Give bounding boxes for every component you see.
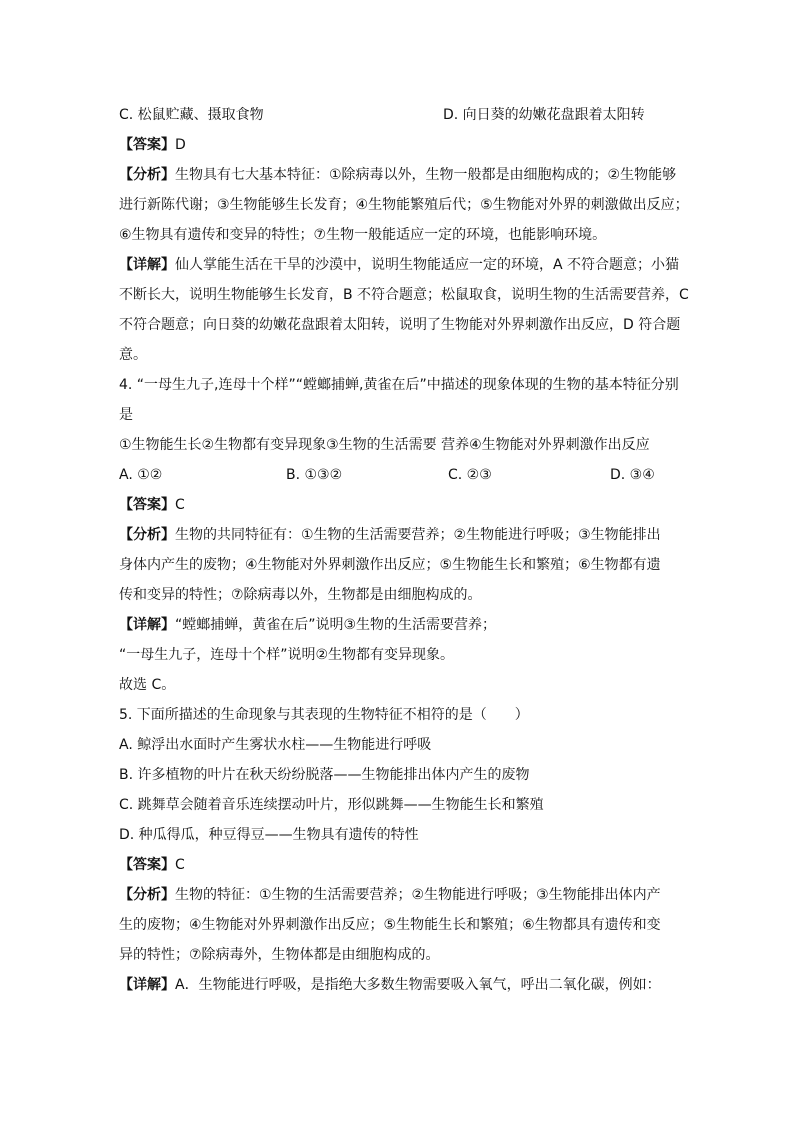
answer-tag: 【答案】: [119, 137, 175, 153]
q3-analysis-line-3: ⑥生物具有遗传和变异的特性；⑦生物一般能适应一定的环境，也能影响环境。: [119, 227, 607, 243]
answer-value: D: [175, 137, 186, 153]
q4-detail-line-3: 故选 C。: [119, 677, 176, 693]
q3-analysis-line-2: 进行新陈代谢；③生物能够生长发育；④生物能繁殖后代；⑤生物能对外界的刺激做出反应；: [119, 197, 689, 213]
q4-options-row: [119, 460, 679, 490]
answer-tag: 【答案】: [119, 497, 175, 513]
analysis-text: 生物的特征：①生物的生活需要营养；②生物能进行呼吸；③生物能排出体内产: [175, 887, 661, 903]
q5-option-c: C. 跳舞草会随着音乐连续摆动叶片，形似跳舞——生物能生长和繁殖: [119, 797, 544, 813]
q4-analysis-line-1: [119, 520, 679, 550]
q4-option-d: D. ③④: [610, 467, 655, 483]
detail-text: 仙人掌能生活在干旱的沙漠中，说明生物能适应一定的环境，A 不符合题意；小猫: [175, 257, 680, 273]
q5-option-b: B. 许多植物的叶片在秋天纷纷脱落——生物能排出体内产生的废物: [119, 767, 530, 783]
detail-tag: 【详解】: [119, 977, 175, 993]
q3-option-d: D. 向日葵的幼嫩花盘跟着太阳转: [443, 107, 645, 123]
q4-stem-line-2: 是: [119, 407, 133, 423]
analysis-text: 生物的共同特征有：①生物的生活需要营养；②生物能进行呼吸；③生物能排出: [175, 527, 661, 543]
q3-detail-line-4: 意。: [119, 347, 147, 363]
q4-option-c: C. ②③: [448, 467, 492, 483]
detail-text: A．生物能进行呼吸，是指绝大多数生物需要吸入氧气，呼出二氧化碳，例如：: [175, 977, 661, 993]
analysis-tag: 【分析】: [119, 527, 175, 543]
answer-value: C: [175, 857, 185, 873]
q3-analysis-line-1: [119, 160, 679, 190]
q5-option-a: A. 鲸浮出水面时产生雾状水柱——生物能进行呼吸: [119, 737, 432, 753]
q5-stem: 5. 下面所描述的生命现象与其表现的生物特征不相符的是（ ）: [119, 707, 529, 723]
q5-detail-line-1: [119, 970, 679, 1000]
q3-answer: [119, 130, 679, 160]
q5-answer: [119, 850, 679, 880]
detail-tag: 【详解】: [119, 617, 175, 633]
q3-options-row: [119, 100, 679, 130]
q4-stem-line-1: 4. “一母生九子,连母十个样”“螳螂捕蝉,黄雀在后”中描述的现象体现的生物的基本特征分别: [119, 377, 679, 393]
answer-value: C: [175, 497, 185, 513]
detail-tag: 【详解】: [119, 257, 175, 273]
q5-analysis-line-1: [119, 880, 679, 910]
q4-detail-line-2: “一母生九子，连母十个样”说明②生物都有变异现象。: [119, 647, 455, 663]
q4-answer: [119, 490, 679, 520]
q3-option-c: C. 松鼠贮藏、摄取食物: [119, 107, 264, 123]
answer-tag: 【答案】: [119, 857, 175, 873]
q4-analysis-line-2: 身体内产生的废物；④生物能对外界刺激作出反应；⑤生物能生长和繁殖；⑥生物都有遗: [119, 557, 661, 573]
detail-text: “螳螂捕蝉，黄雀在后”说明③生物的生活需要营养；: [175, 617, 497, 633]
q4-detail-line-1: [119, 610, 679, 640]
document-page: [119, 100, 689, 1000]
q4-option-a: A. ①②: [119, 467, 163, 483]
q5-analysis-line-2: 生的废物；④生物能对外界刺激作出反应；⑤生物能生长和繁殖；⑥生物都具有遗传和变: [119, 917, 661, 933]
q3-detail-line-3: 不符合题意；向日葵的幼嫩花盘跟着太阳转，说明了生物能对外界刺激作出反应，D 符合题: [119, 317, 681, 333]
q4-items: ①生物能生长②生物都有变异现象③生物的生活需要 营养④生物能对外界刺激作出反应: [119, 437, 650, 453]
q5-option-d: D. 种瓜得瓜，种豆得豆——生物具有遗传的特性: [119, 827, 419, 843]
q4-analysis-line-3: 传和变异的特性；⑦除病毒以外，生物都是由细胞构成的。: [119, 587, 482, 603]
q3-detail-line-2: 不断长大，说明生物能够生长发育，B 不符合题意；松鼠取食，说明生物的生活需要营养，C: [119, 287, 689, 303]
q5-analysis-line-3: 异的特性；⑦除病毒外，生物体都是由细胞构成的。: [119, 947, 440, 963]
q3-detail-line-1: [119, 250, 679, 280]
analysis-tag: 【分析】: [119, 887, 175, 903]
analysis-text: 生物具有七大基本特征：①除病毒以外，生物一般都是由细胞构成的；②生物能够: [175, 167, 677, 183]
analysis-tag: 【分析】: [119, 167, 175, 183]
q4-option-b: B. ①③②: [286, 467, 343, 483]
